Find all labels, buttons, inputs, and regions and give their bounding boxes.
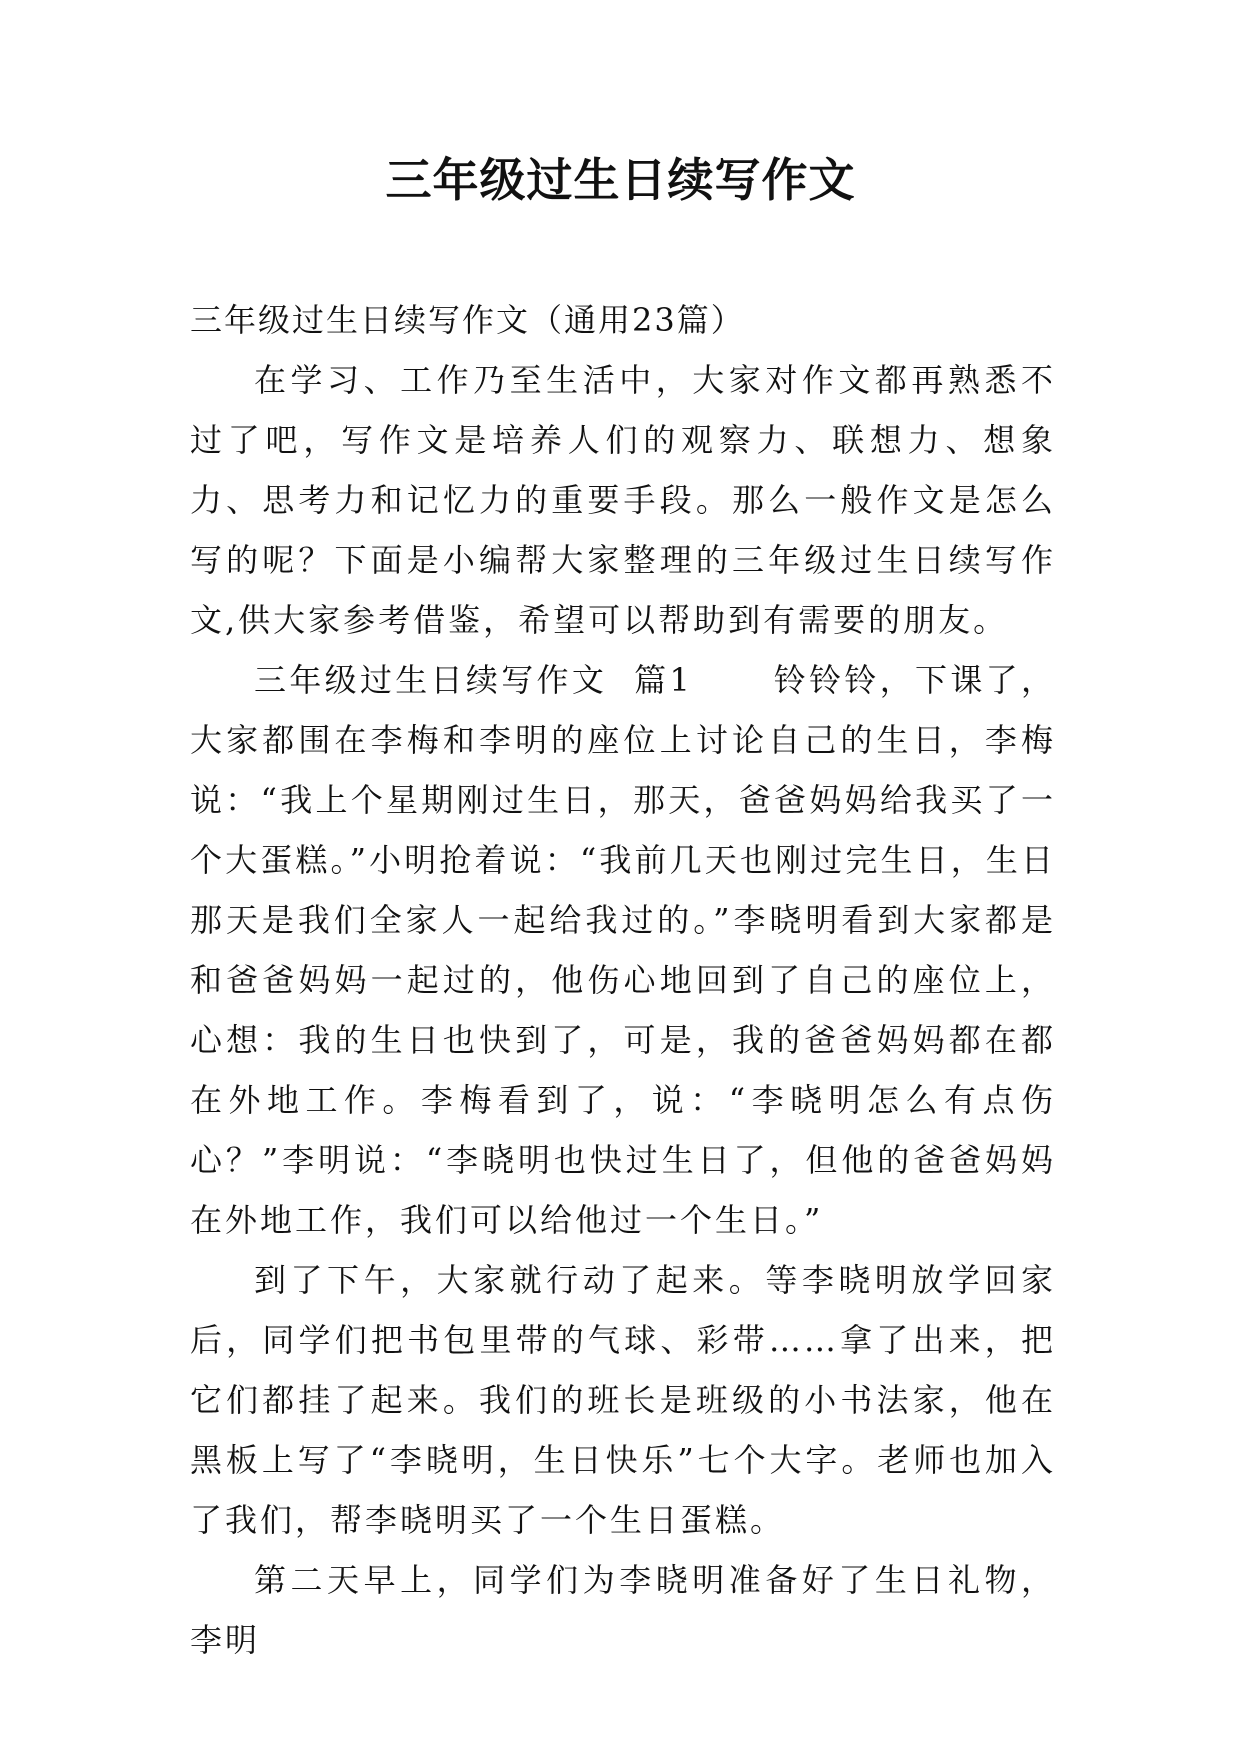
paragraph-afternoon: 到了下午，大家就行动了起来。等李晓明放学回家后，同学们把书包里带的气球、彩带……拿了出来，把它们都挂了起来。我们的班长是班级的小书法家，他在黑板上写了“李晓明，生日快乐”七个大字。老师也加入了我们，帮李晓明买了一个生日蛋糕。 [190, 1261, 1056, 1539]
document-body [190, 290, 1056, 1670]
paragraph-essay-1: 三年级过生日续写作文 篇1 铃铃铃，下课了，大家都围在李梅和李明的座位上讨论自己的生日，李梅说：“我上个星期刚过生日，那天，爸爸妈妈给我买了一个大蛋糕。”小明抢着说：“我前几天也刚过完生日，生日那天是我们全家人一起给我过的。”李晓明看到大家都是和爸爸妈妈一起过的，他伤心地回到了自己的座位上，心想：我的生日也快到了，可是，我的爸爸妈妈都在都在外地工作。李梅看到了，说：“李晓明怎么有点伤心？”李明说：“李晓明也快过生日了，但他的爸爸妈妈在外地工作，我们可以给他过一个生日。” [190, 661, 1056, 1239]
document-subtitle: 三年级过生日续写作文（通用23篇） [190, 301, 745, 339]
paragraph-next-morning: 第二天早上，同学们为李晓明准备好了生日礼物，李明 [190, 1561, 1056, 1659]
paragraph-intro: 在学习、工作乃至生活中，大家对作文都再熟悉不过了吧，写作文是培养人们的观察力、联想力、想象力、思考力和记忆力的重要手段。那么一般作文是怎么写的呢？下面是小编帮大家整理的三年级过生日续写作文,供大家参考借鉴，希望可以帮助到有需要的朋友。 [190, 361, 1056, 639]
document-title: 三年级过生日续写作文 [385, 153, 856, 207]
